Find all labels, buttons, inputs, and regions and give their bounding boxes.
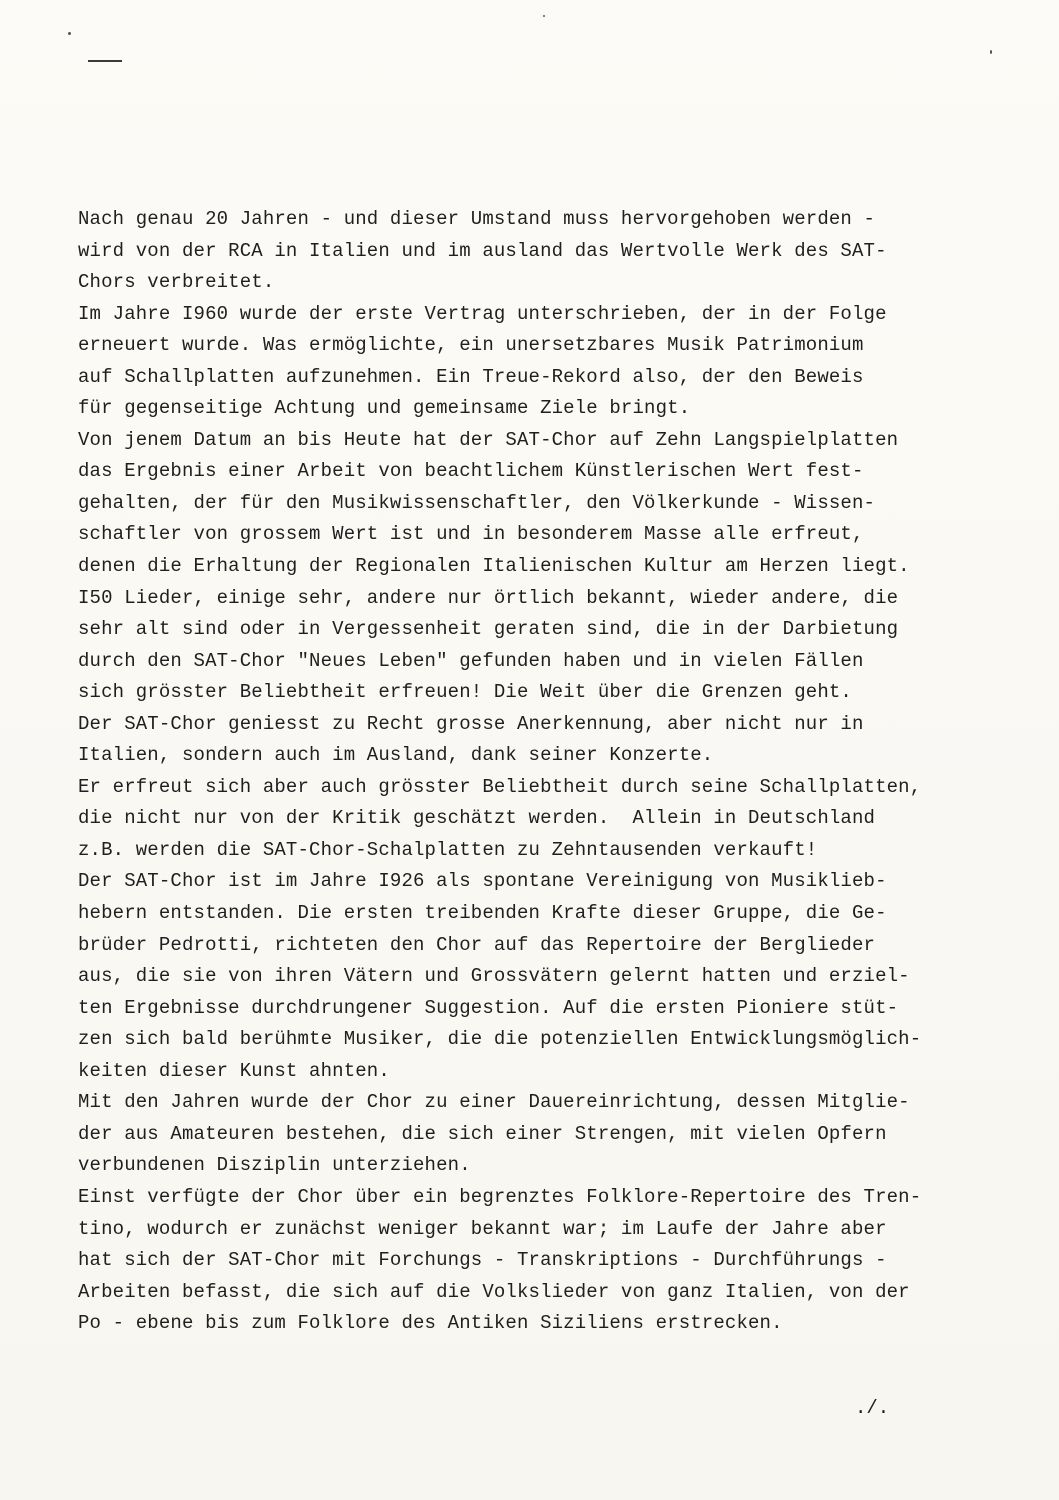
- text-line: Chors verbreitet.: [78, 271, 275, 294]
- text-line: aus, die sie von ihren Vätern und Grossvätern gelernt hatten und erziel-: [78, 965, 910, 988]
- text-line: erneuert wurde. Was ermöglichte, ein unersetzbares Musik Patrimonium: [78, 334, 864, 357]
- text-line: verbundenen Disziplin unterziehen.: [78, 1154, 471, 1177]
- text-line: hebern entstanden. Die ersten treibenden Krafte dieser Gruppe, die Ge-: [78, 902, 887, 925]
- text-line: auf Schallplatten aufzunehmen. Ein Treue-Rekord also, der den Beweis: [78, 365, 864, 388]
- text-line: wird von der RCA in Italien und im ausland das Wertvolle Werk des SAT-: [78, 239, 887, 262]
- text-line: sehr alt sind oder in Vergessenheit geraten sind, die in der Darbietung: [78, 618, 899, 641]
- text-line: durch den SAT-Chor "Neues Leben" gefunden haben und in vielen Fällen: [78, 649, 864, 672]
- text-line: für gegenseitige Achtung und gemeinsame Ziele bringt.: [78, 397, 691, 420]
- text-line: die nicht nur von der Kritik geschätzt werden. Allein in Deutschland: [78, 807, 876, 830]
- text-line: Po - ebene bis zum Folklore des Antiken Siziliens erstrecken.: [78, 1312, 783, 1335]
- text-line: zen sich bald berühmte Musiker, die die potenziellen Entwicklungsmöglich-: [78, 1028, 922, 1051]
- top-dash-mark: [88, 60, 122, 62]
- text-line: Im Jahre I960 wurde der erste Vertrag unterschrieben, der in der Folge: [78, 302, 887, 325]
- text-line: Der SAT-Chor geniesst zu Recht grosse Anerkennung, aber nicht nur in: [78, 712, 864, 735]
- text-line: ten Ergebnisse durchdrungener Suggestion. Auf die ersten Pioniere stüt-: [78, 996, 899, 1019]
- text-line: brüder Pedrotti, richteten den Chor auf das Repertoire der Berglieder: [78, 933, 876, 956]
- text-line: Von jenem Datum an bis Heute hat der SAT-Chor auf Zehn Langspielplatten: [78, 428, 899, 451]
- text-line: denen die Erhaltung der Regionalen Italienischen Kultur am Herzen liegt.: [78, 555, 910, 578]
- text-line: hat sich der SAT-Chor mit Forchungs - Transkriptions - Durchführungs -: [78, 1249, 887, 1272]
- paper-speck: [990, 50, 992, 54]
- paper-speck: [68, 32, 71, 35]
- text-line: z.B. werden die SAT-Chor-Schalplatten zu Zehntausenden verkauft!: [78, 838, 818, 861]
- text-line: Italien, sondern auch im Ausland, dank seiner Konzerte.: [78, 744, 714, 767]
- text-line: der aus Amateuren bestehen, die sich einer Strengen, mit vielen Opfern: [78, 1122, 887, 1145]
- typewritten-body: [78, 204, 1023, 1340]
- text-line: Er erfreut sich aber auch grösster Beliebtheit durch seine Schallplatten,: [78, 775, 922, 798]
- text-line: Arbeiten befasst, die sich auf die Volkslieder von ganz Italien, von der: [78, 1280, 910, 1303]
- text-line: tino, wodurch er zunächst weniger bekannt war; im Laufe der Jahre aber: [78, 1217, 887, 1240]
- text-line: Nach genau 20 Jahren - und dieser Umstand muss hervorgehoben werden -: [78, 208, 876, 230]
- paper-speck: [543, 15, 545, 17]
- text-line: keiten dieser Kunst ahnten.: [78, 1059, 390, 1082]
- text-line: Mit den Jahren wurde der Chor zu einer Dauereinrichtung, dessen Mitglie-: [78, 1091, 910, 1114]
- text-line: I50 Lieder, einige sehr, andere nur örtlich bekannt, wieder andere, die: [78, 586, 899, 609]
- text-line: schaftler von grossem Wert ist und in besonderem Masse alle erfreut,: [78, 523, 864, 546]
- text-line: Einst verfügte der Chor über ein begrenztes Folklore-Repertoire des Tren-: [78, 1185, 922, 1208]
- text-line: Der SAT-Chor ist im Jahre I926 als spontane Vereinigung von Musiklieb-: [78, 870, 887, 893]
- text-line: sich grösster Beliebtheit erfreuen! Die Weit über die Grenzen geht.: [78, 681, 852, 704]
- text-line: gehalten, der für den Musikwissenschaftler, den Völkerkunde - Wissen-: [78, 491, 876, 514]
- continuation-marker: ./.: [855, 1397, 890, 1419]
- text-line: das Ergebnis einer Arbeit von beachtlichem Künstlerischen Wert fest-: [78, 460, 864, 483]
